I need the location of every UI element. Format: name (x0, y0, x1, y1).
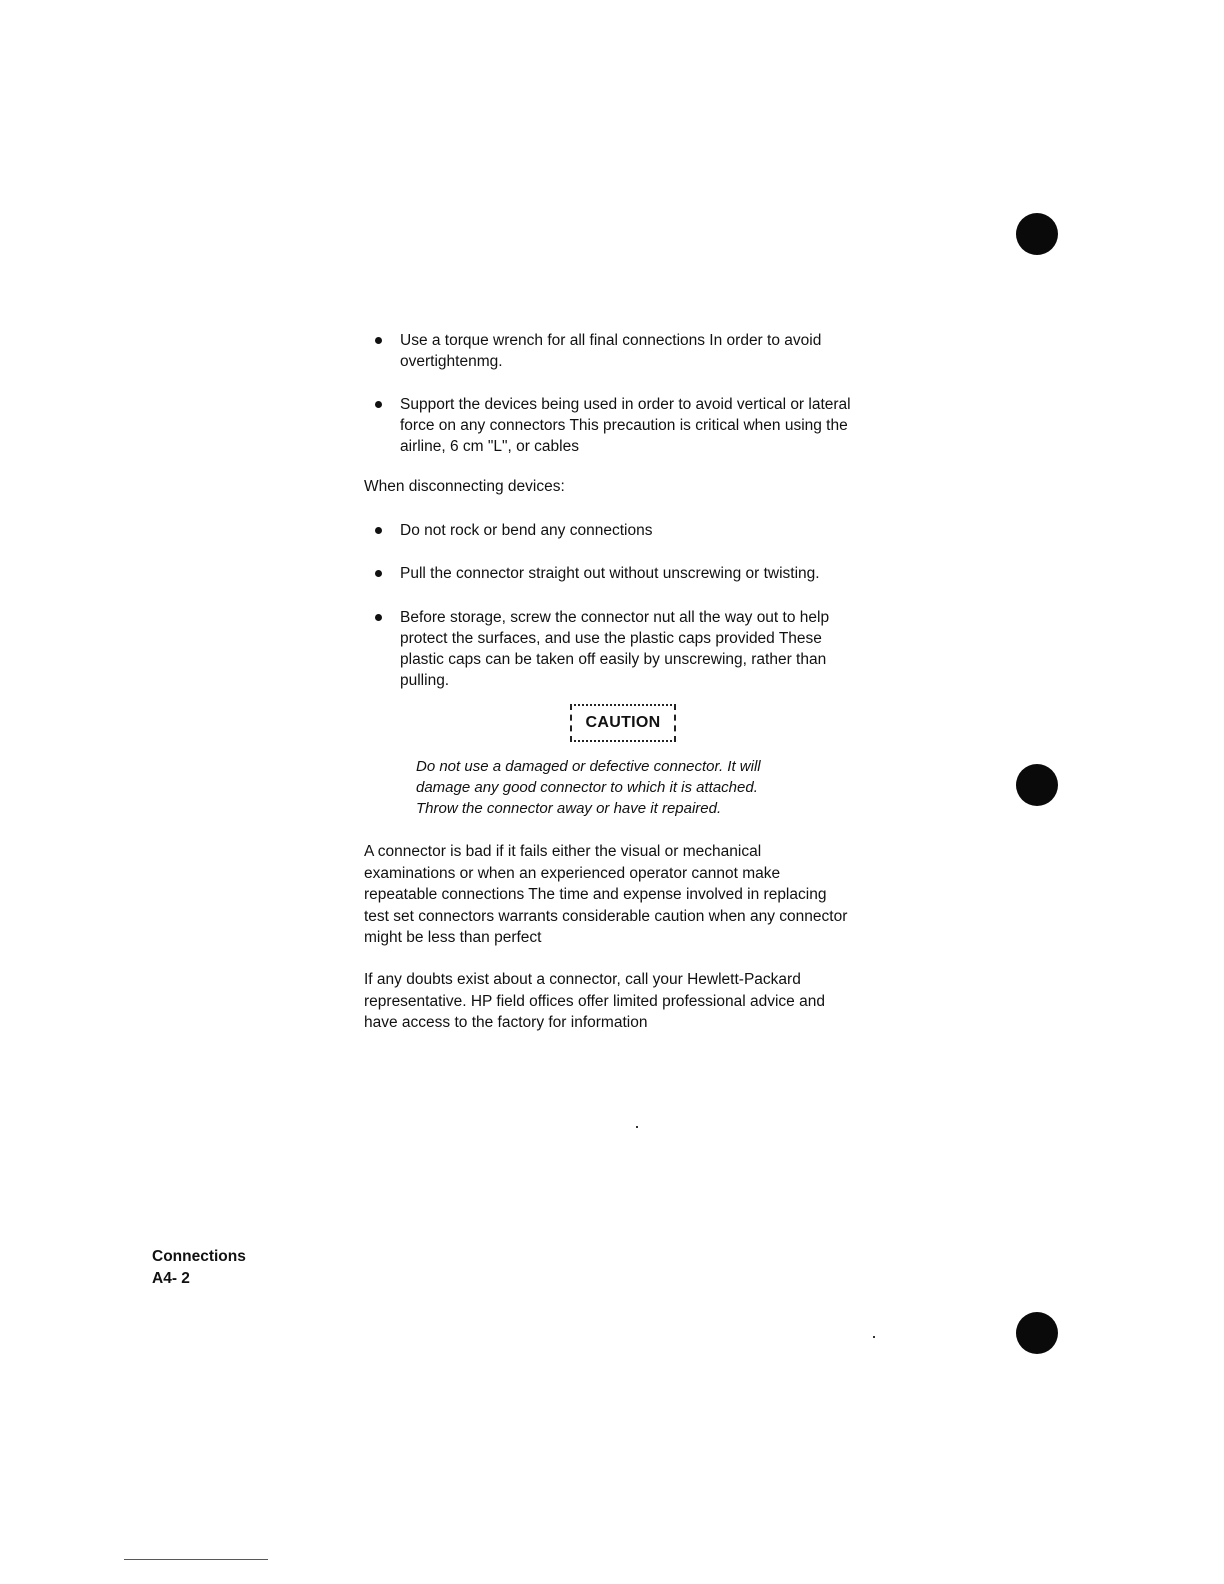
punch-hole-top (1016, 213, 1058, 255)
disconnect-intro: When disconnecting devices: (364, 478, 565, 495)
footer-page-number: A4- 2 (152, 1270, 190, 1287)
bullet-icon (375, 614, 382, 621)
bullet-icon (375, 401, 382, 408)
bullet-item-do-not-rock (375, 520, 905, 541)
bullet-item-before-storage (375, 607, 905, 691)
bullet-item-pull-straight (375, 563, 905, 584)
punch-hole-middle (1016, 764, 1058, 806)
page-footer (152, 1246, 246, 1290)
caution-label-box (570, 704, 676, 742)
bullet-text: Before storage, screw the connector nut all the way out to help protect the surfaces, and use the plastic caps provided These plastic caps can be taken off easily by unscrewing, rather than pulling. (400, 609, 830, 689)
bullet-icon (375, 337, 382, 344)
bullet-text: Pull the connector straight out without unscrewing or twisting. (400, 565, 820, 582)
bullet-item-torque-wrench (375, 330, 905, 372)
bullet-icon (375, 570, 382, 577)
bottom-rule (124, 1559, 268, 1560)
paragraph-bad-connector: A connector is bad if it fails either the visual or mechanical examinations or when an experienced operator cannot make repeatable connections The time and expense involved in replacing test set connectors warrants considerable caution when any connector might be less than perfect (364, 843, 848, 946)
bullet-text: Use a torque wrench for all final connections In order to avoid overtightenmg. (400, 332, 822, 370)
scan-speck (636, 1126, 638, 1128)
scan-speck (873, 1336, 875, 1338)
bullet-icon (375, 527, 382, 534)
bullet-text: Do not rock or bend any connections (400, 522, 653, 539)
paragraph-doubts: If any doubts exist about a connector, call your Hewlett-Packard representative. HP field offices offer limited professional advice and have access to the factory for information (364, 971, 825, 1031)
caution-label: CAUTION (585, 714, 661, 731)
footer-section-title: Connections (152, 1248, 246, 1265)
punch-hole-bottom (1016, 1312, 1058, 1354)
bullet-text: Support the devices being used in order to avoid vertical or lateral force on any connectors This precaution is critical when using the airline, 6 cm "L", or cables (400, 396, 851, 455)
bullet-item-support-devices (375, 394, 905, 457)
caution-text: Do not use a damaged or defective connector. It will damage any good connector to which it is attached. Throw the connector away or have it repaired. (416, 758, 761, 817)
